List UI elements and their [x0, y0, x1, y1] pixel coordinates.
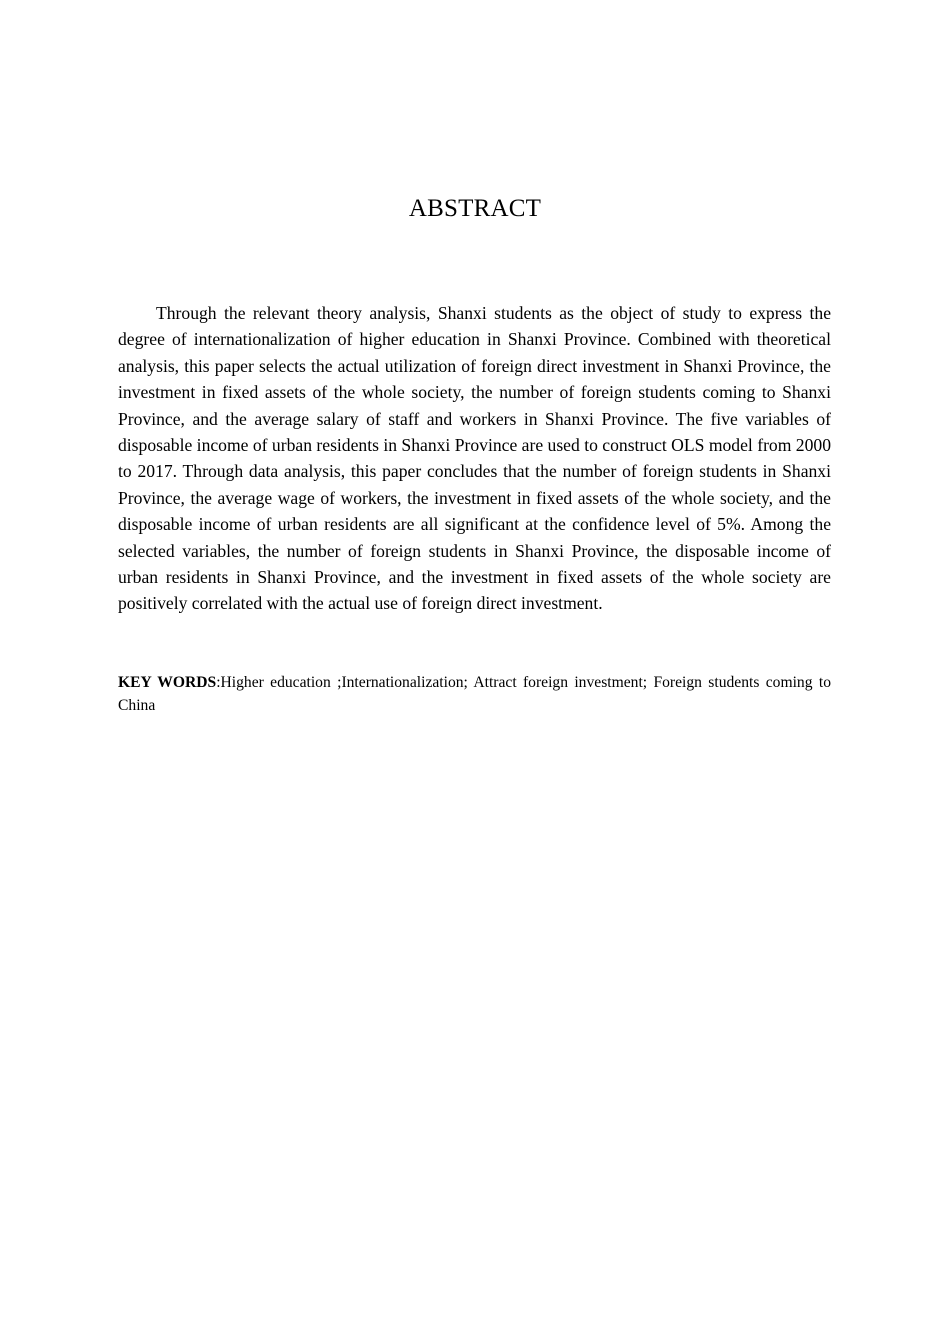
keywords-label: KEY WORDS	[118, 674, 217, 691]
keywords-line	[118, 671, 831, 717]
abstract-paragraph: Through the relevant theory analysis, Shanxi students as the object of study to express the degree of internationalization of higher education in Shanxi Province. Combined with theoretical analysis, this paper selects the actual utilization of foreign direct investment in Shanxi Province, the investment in fixed assets of the whole society, the number of foreign students coming to Shanxi Province, and the average salary of staff and workers in Shanxi Province. The five variables of disposable income of urban residents in Shanxi Province are used to construct OLS model from 2000 to 2017. Through data analysis, this paper concludes that the number of foreign students in Shanxi Province, the average wage of workers, the investment in fixed assets of the whole society, and the disposable income of urban residents are all significant at the confidence level of 5%. Among the selected variables, the number of foreign students in Shanxi Province, the disposable income of urban residents in Shanxi Province, and the investment in fixed assets of the whole society are positively correlated with the actual use of foreign direct investment.	[118, 303, 831, 614]
page-title: ABSTRACT	[408, 195, 542, 222]
keywords-text: :Higher education ;Internationalization; Attract foreign investment; Foreign students coming to China	[118, 674, 831, 714]
